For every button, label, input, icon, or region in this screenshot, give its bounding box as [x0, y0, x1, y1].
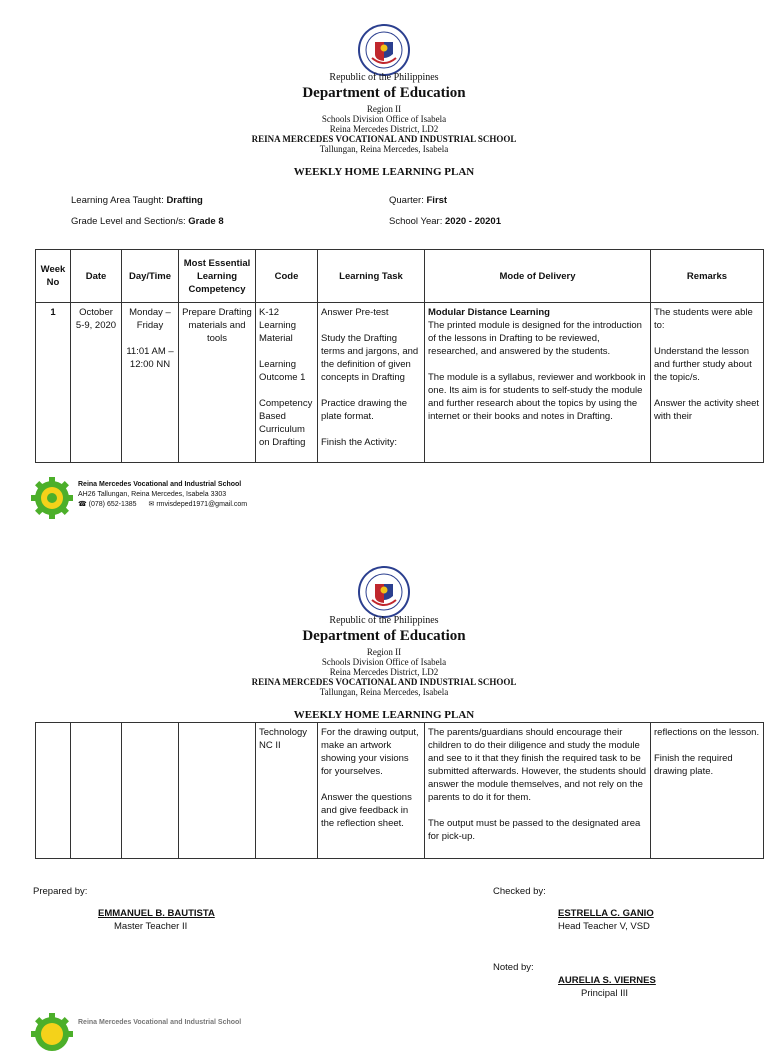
task-cell: For the drawing output, make an artwork showing your visions for yourselves. Answer the questions and give feedback in the reflection sheet.	[318, 723, 425, 859]
col-header-remarks: Remarks	[651, 250, 764, 303]
col-header-competency: Most Essential Learning Competency	[179, 250, 256, 303]
noted-title: Principal III	[581, 988, 628, 999]
quarter-label: Quarter:	[389, 195, 427, 206]
mode-cell	[425, 303, 651, 463]
table-header-row	[36, 250, 764, 303]
noted-name: AURELIA S. VIERNES	[558, 975, 656, 986]
region-text: Region II	[366, 104, 402, 114]
grade-value: Grade 8	[188, 216, 224, 227]
table-row	[36, 723, 764, 859]
col-header-task: Learning Task	[318, 250, 425, 303]
remarks-cell: The students were able to: Understand the lesson and further study about the topic/s. Answer the activity sheet with their	[651, 303, 764, 463]
district-text: Reina Mercedes District, LD2	[329, 667, 439, 677]
footer-address: AH26 Tallungan, Reina Mercedes, Isabela 3303	[78, 491, 227, 498]
prepared-name: EMMANUEL B. BAUTISTA	[98, 908, 215, 919]
prepared-title: Master Teacher II	[114, 921, 188, 932]
grade-level	[71, 216, 224, 227]
deped-seal-icon	[358, 24, 410, 76]
day-time-cell	[122, 723, 179, 859]
school-address: Tallungan, Reina Mercedes, Isabela	[319, 687, 449, 697]
date-cell: October 5-9, 2020	[71, 303, 122, 463]
plan-title: WEEKLY HOME LEARNING PLAN	[293, 709, 475, 721]
learning-area	[71, 195, 203, 206]
week-cell	[36, 723, 71, 859]
code-cell: K-12 Learning Material Learning Outcome 1 Competency Based Curriculum on Drafting	[256, 303, 318, 463]
division-text: Schools Division Office of Isabela	[321, 114, 447, 124]
republic-text: Republic of the Philippines	[329, 615, 439, 626]
date-cell	[71, 723, 122, 859]
learning-plan-table-continued	[35, 722, 764, 859]
school-gear-logo-icon	[30, 476, 74, 520]
checked-title: Head Teacher V, VSD	[558, 921, 650, 932]
col-header-date: Date	[71, 250, 122, 303]
mode-title: Modular Distance Learning	[428, 307, 550, 318]
footer-email: rmvisdeped1971@gmail.com	[156, 501, 248, 508]
school-gear-logo-icon	[30, 1012, 74, 1056]
footer-phone: (078) 652-1385	[88, 501, 137, 508]
mode-cell: The parents/guardians should encourage their children to do their diligence and study the module and see to it that they finish the required task to be submitted afterwards. However, the students should answer the module themselves, and not rely on the parents to do it for them. The output must be passed to the designated area for pick-up.	[425, 723, 651, 859]
learning-plan-table	[35, 249, 764, 463]
region-text: Region II	[366, 647, 402, 657]
col-header-mode: Mode of Delivery	[425, 250, 651, 303]
grade-label: Grade Level and Section/s:	[71, 216, 189, 227]
district-text: Reina Mercedes District, LD2	[329, 124, 439, 134]
table-row	[36, 303, 764, 463]
learning-area-label: Learning Area Taught:	[71, 195, 167, 206]
school-year-value: 2020 - 20201	[445, 216, 501, 227]
week-cell: 1	[36, 303, 71, 463]
school-name: REINA MERCEDES VOCATIONAL AND INDUSTRIAL SCHOOL	[251, 677, 517, 687]
email-icon: ✉	[148, 501, 157, 508]
department-title: Department of Education	[302, 628, 466, 644]
footer-contact	[78, 500, 247, 509]
col-header-week: Week No	[36, 250, 71, 303]
competency-cell	[179, 723, 256, 859]
prepared-label: Prepared by:	[33, 886, 88, 897]
competency-cell: Prepare Drafting materials and tools	[179, 303, 256, 463]
footer-school: Reina Mercedes Vocational and Industrial School	[78, 481, 242, 488]
checked-label: Checked by:	[493, 886, 546, 897]
deped-seal-icon	[358, 566, 410, 618]
quarter-value: First	[426, 195, 448, 206]
task-cell: Answer Pre-test Study the Drafting terms and jargons, and the definition of given concepts in Drafting Practice drawing the plate format. Finish the Activity:	[318, 303, 425, 463]
learning-area-value: Drafting	[166, 195, 203, 206]
code-cell: Technology NC II	[256, 723, 318, 859]
day-time-cell: Monday – Friday 11:01 AM – 12:00 NN	[122, 303, 179, 463]
footer-school-cutoff: Reina Mercedes Vocational and Industrial School	[78, 1019, 242, 1026]
division-text: Schools Division Office of Isabela	[321, 657, 447, 667]
noted-label: Noted by:	[493, 962, 534, 973]
school-name: REINA MERCEDES VOCATIONAL AND INDUSTRIAL SCHOOL	[251, 134, 517, 144]
plan-title: WEEKLY HOME LEARNING PLAN	[293, 166, 475, 178]
school-year	[389, 216, 501, 227]
col-header-day-time: Day/Time	[122, 250, 179, 303]
col-header-code: Code	[256, 250, 318, 303]
department-title: Department of Education	[302, 85, 466, 101]
phone-icon: ☎	[78, 501, 89, 508]
quarter	[389, 195, 447, 206]
school-address: Tallungan, Reina Mercedes, Isabela	[319, 144, 449, 154]
mode-body: The printed module is designed for the introduction of the lessons in Drafting to be reviewed, researched, and answered by the students. The module is a syllabus, reviewer and workbook in one. Its aim is for students to self-study the module and further research about the topics by using the internet or their books and notes in Drafting.	[428, 320, 646, 422]
republic-text: Republic of the Philippines	[329, 72, 439, 83]
school-year-label: School Year:	[389, 216, 445, 227]
remarks-cell: reflections on the lesson. Finish the required drawing plate.	[651, 723, 764, 859]
checked-name: ESTRELLA C. GANIO	[558, 908, 654, 919]
